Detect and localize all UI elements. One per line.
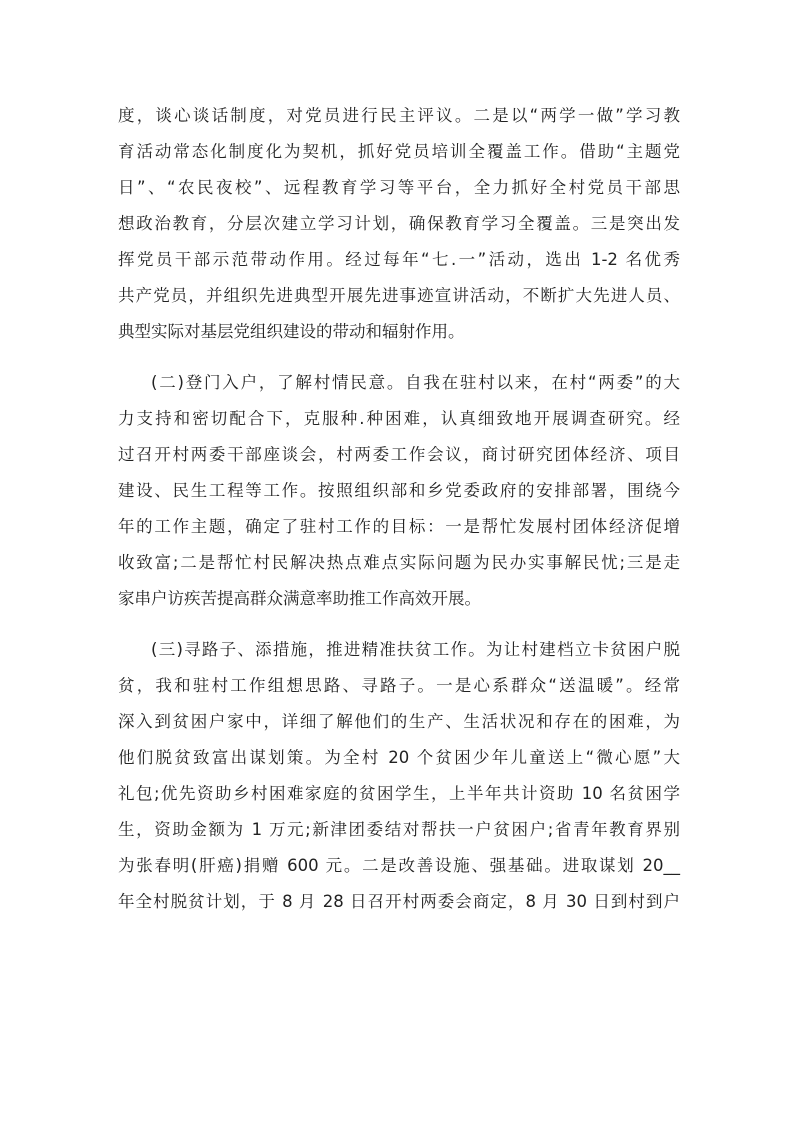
text-line: 年的工作主题，确定了驻村工作的目标：一是帮忙发展村团体经济促增 xyxy=(118,517,680,536)
paragraph-3 xyxy=(118,632,680,920)
text-line: (二)登门入户，了解村情民意。自我在驻村以来，在村“两委”的大 xyxy=(151,373,680,392)
text-line: 生，资助金额为 1 万元;新津团委结对帮扶一户贫困户;省青年教育界别 xyxy=(118,820,680,839)
text-line: 力支持和密切配合下，克服种.种困难，认真细致地开展调查研究。经 xyxy=(118,409,680,428)
text-line: 收致富;二是帮忙村民解决热点难点实际问题为民办实事解民忧;三是走 xyxy=(118,553,680,572)
text-line: 建设、民生工程等工作。按照组织部和乡党委政府的安排部署，围绕今 xyxy=(118,481,680,500)
text-line: 想政治教育，分层次建立学习计划，确保教育学习全覆盖。三是突出发 xyxy=(118,214,680,233)
text-line: 挥党员干部示范带动作用。经过每年“七.一”活动，选出 1-2 名优秀 xyxy=(118,250,680,269)
text-line: 共产党员，并组织先进典型开展先进事迹宣讲活动，不断扩大先进人员、 xyxy=(118,286,680,305)
text-line: 他们脱贫致富出谋划策。为全村 20 个贫困少年儿童送上“微心愿”大 xyxy=(118,748,680,767)
text-line: 贫，我和驻村工作组想思路、寻路子。一是心系群众“送温暖”。经常 xyxy=(118,676,680,695)
paragraph-1 xyxy=(118,98,680,350)
text-line: 为张春明(肝癌)捐赠 600 元。二是改善设施、强基础。进取谋划 20__ xyxy=(118,856,680,875)
text-line: 年全村脱贫计划，于 8 月 28 日召开村两委会商定，8 月 30 日到村到户 xyxy=(118,892,680,911)
paragraph-2 xyxy=(118,365,680,617)
text-line: 育活动常态化制度化为契机，抓好党员培训全覆盖工作。借助“主题党 xyxy=(118,142,680,161)
text-line: 深入到贫困户家中，详细了解他们的生产、生活状况和存在的困难，为 xyxy=(118,712,680,731)
text-line: 家串户访疾苦提高群众满意率助推工作高效开展。 xyxy=(118,589,481,608)
text-line: 过召开村两委干部座谈会，村两委工作会议，商讨研究团体经济、项目 xyxy=(118,445,680,464)
text-line: (三)寻路子、添措施，推进精准扶贫工作。为让村建档立卡贫困户脱 xyxy=(151,640,680,659)
text-line: 典型实际对基层党组织建设的带动和辐射作用。 xyxy=(118,322,465,341)
text-line: 度，谈心谈话制度，对党员进行民主评议。二是以“两学一做”学习教 xyxy=(118,106,680,125)
document-body xyxy=(118,98,680,920)
text-line: 礼包;优先资助乡村困难家庭的贫困学生，上半年共计资助 10 名贫困学 xyxy=(118,784,680,803)
text-line: 日”、“农民夜校”、远程教育学习等平台，全力抓好全村党员干部思 xyxy=(118,178,680,197)
